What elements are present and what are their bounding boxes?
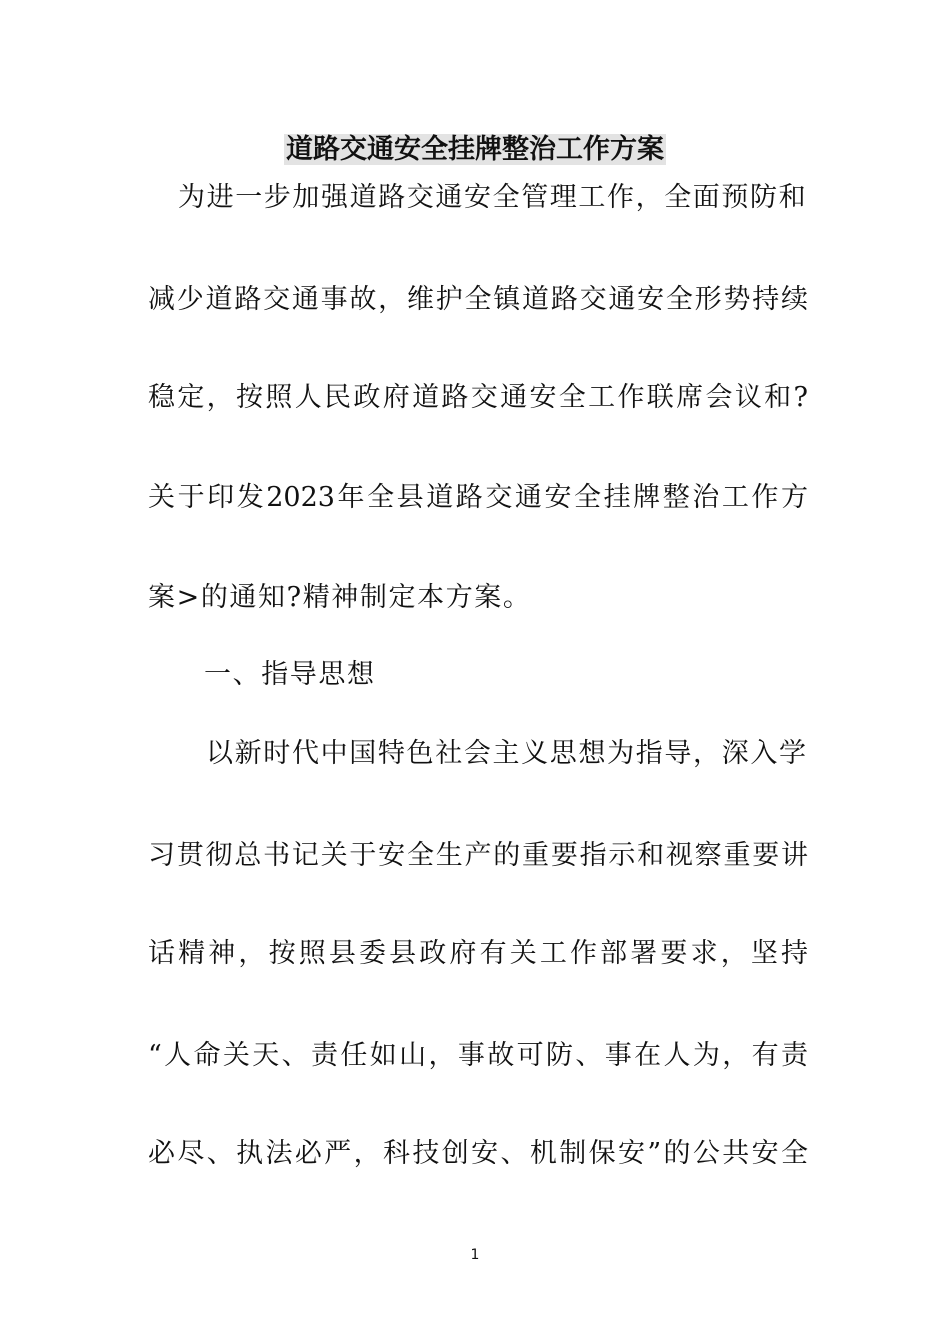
- paragraph-line: 必尽、执法必严，科技创安、机制保安”的公共安全: [148, 1138, 808, 1169]
- section-heading: 一、指导思想: [204, 659, 376, 690]
- paragraph-line: 为进一步加强道路交通安全管理工作，全面预防和: [178, 182, 808, 213]
- paragraph-line: 以新时代中国特色社会主义思想为指导，深入学: [206, 738, 806, 769]
- document-title: [0, 128, 950, 172]
- page-number: 1: [470, 1247, 480, 1263]
- paragraph-line: 稳定，按照人民政府道路交通安全工作联席会议和?: [148, 382, 808, 413]
- paragraph-line: 关于印发2023年全县道路交通安全挂牌整治工作方: [148, 482, 808, 513]
- document-title-text: 道路交通安全挂牌整治工作方案: [286, 134, 664, 165]
- paragraph-line: “人命关天、责任如山，事故可防、事在人为，有责: [148, 1040, 808, 1071]
- paragraph-line: 减少道路交通事故，维护全镇道路交通安全形势持续: [148, 284, 808, 315]
- paragraph-line: 习贯彻总书记关于安全生产的重要指示和视察重要讲: [148, 840, 808, 871]
- paragraph-line: 案>的通知?精神制定本方案。: [148, 582, 532, 613]
- paragraph-line: 话精神，按照县委县政府有关工作部署要求，坚持: [148, 938, 808, 969]
